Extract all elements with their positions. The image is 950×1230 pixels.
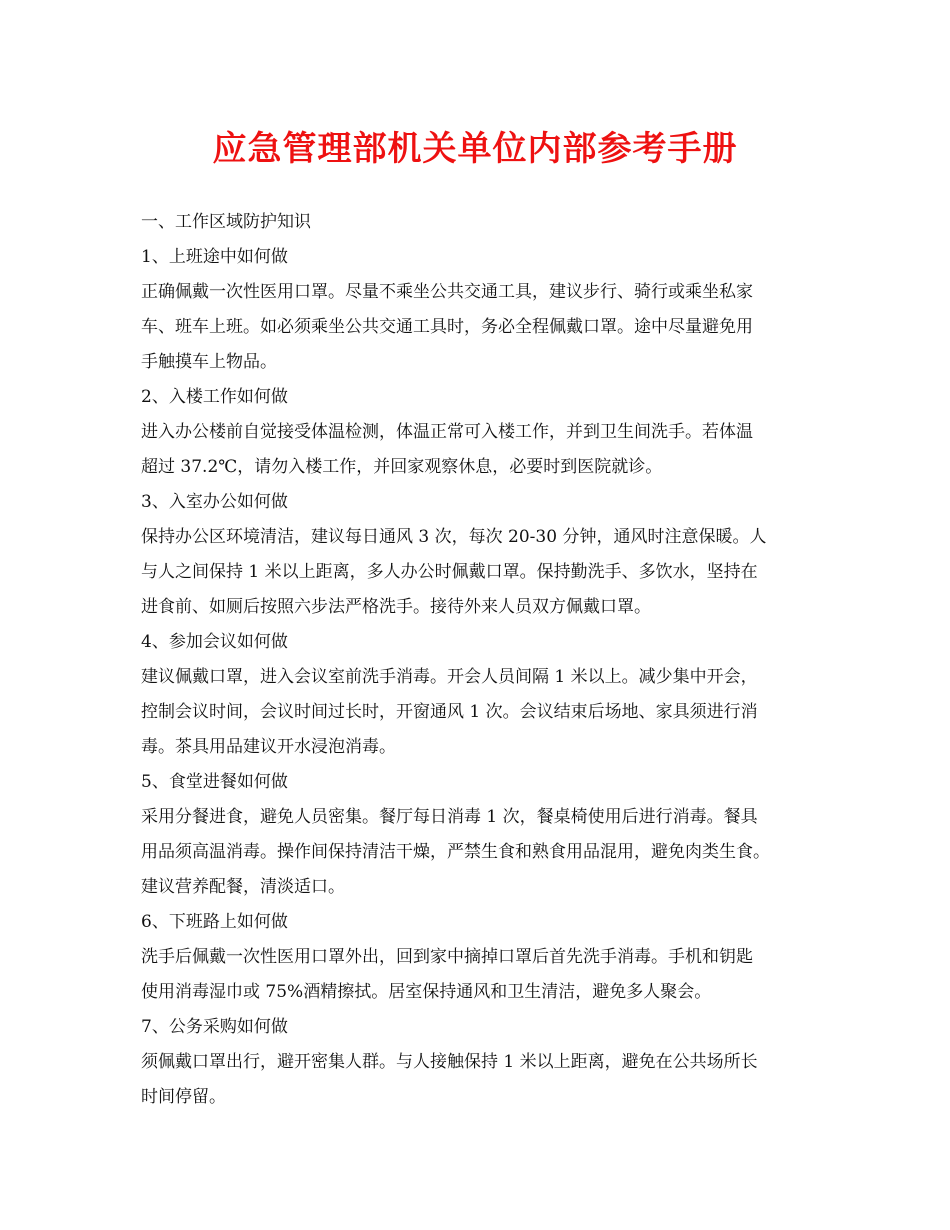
text-line: 正确佩戴一次性医用口罩。尽量不乘坐公共交通工具，建议步行、骑行或乘坐私家 xyxy=(141,282,753,302)
text-line: 建议佩戴口罩，进入会议室前洗手消毒。开会人员间隔 1 米以上。减少集中开会， xyxy=(141,667,758,687)
text-line: 3、入室办公如何做 xyxy=(141,492,288,512)
text-line: 毒。茶具用品建议开水浸泡消毒。 xyxy=(141,737,396,757)
text-line: 4、参加会议如何做 xyxy=(141,632,288,652)
text-line: 建议营养配餐，清淡适口。 xyxy=(141,877,345,897)
document-body xyxy=(141,205,821,1115)
text-line: 须佩戴口罩出行，避开密集人群。与人接触保持 1 米以上距离，避免在公共场所长 xyxy=(141,1052,758,1072)
text-line: 与人之间保持 1 米以上距离，多人办公时佩戴口罩。保持勤洗手、多饮水，坚持在 xyxy=(141,562,758,582)
text-line: 6、下班路上如何做 xyxy=(141,912,288,932)
text-line: 采用分餐进食，避免人员密集。餐厅每日消毒 1 次，餐桌椅使用后进行消毒。餐具 xyxy=(141,807,758,827)
page-title: 应急管理部机关单位内部参考手册 xyxy=(212,129,738,169)
text-line: 手触摸车上物品。 xyxy=(141,352,277,372)
text-line: 超过 37.2℃，请勿入楼工作，并回家观察休息，必要时到医院就诊。 xyxy=(141,457,663,477)
text-line: 控制会议时间，会议时间过长时，开窗通风 1 次。会议结束后场地、家具须进行消 xyxy=(141,702,758,722)
text-line: 进入办公楼前自觉接受体温检测，体温正常可入楼工作，并到卫生间洗手。若体温 xyxy=(141,422,753,442)
text-line: 1、上班途中如何做 xyxy=(141,247,288,267)
text-line: 2、入楼工作如何做 xyxy=(141,387,288,407)
text-line: 7、公务采购如何做 xyxy=(141,1017,288,1037)
text-line: 使用消毒湿巾或 75%酒精擦拭。居室保持通风和卫生清洁，避免多人聚会。 xyxy=(141,982,712,1002)
text-line: 洗手后佩戴一次性医用口罩外出，回到家中摘掉口罩后首先洗手消毒。手机和钥匙 xyxy=(141,947,753,967)
text-line: 保持办公区环境清洁，建议每日通风 3 次，每次 20-30 分钟，通风时注意保暖。人 xyxy=(141,527,767,547)
text-line: 一、工作区域防护知识 xyxy=(141,212,311,232)
text-line: 进食前、如厕后按照六步法严格洗手。接待外来人员双方佩戴口罩。 xyxy=(141,597,651,617)
text-line: 用品须高温消毒。操作间保持清洁干燥，严禁生食和熟食用品混用，避免肉类生食。 xyxy=(141,842,770,862)
text-line: 车、班车上班。如必须乘坐公共交通工具时，务必全程佩戴口罩。途中尽量避免用 xyxy=(141,317,753,337)
text-line: 时间停留。 xyxy=(141,1087,226,1107)
text-line: 5、食堂进餐如何做 xyxy=(141,772,288,792)
